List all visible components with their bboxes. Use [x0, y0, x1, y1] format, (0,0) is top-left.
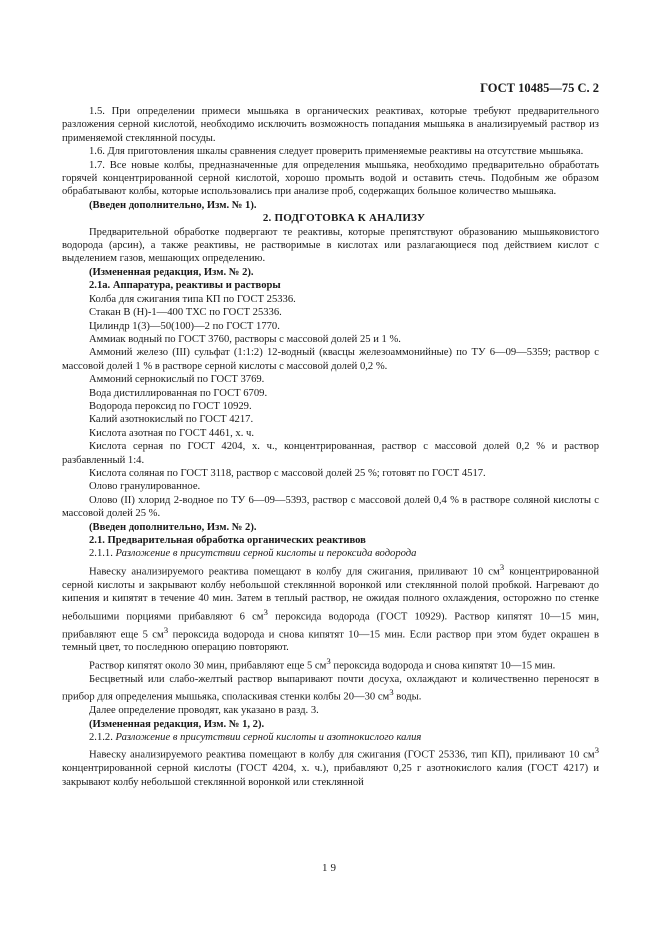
- text-run: пероксида водорода (ГОСТ 10929). Раствор кипятят 10—15 мин, прибавляют еще 5 см: [62, 611, 599, 641]
- list-item: Кислота соляная по ГОСТ 3118, раствор с массовой долей 25 %; готовят по ГОСТ 4517.: [89, 467, 486, 479]
- text-run: концентрированной серной кислоты (ГОСТ 4204, х. ч.), прибавляют 0,25 г азотнокислого калия (ГОСТ 4217) и закрывают колбу небольшой стеклянной воронкой или стеклянной: [62, 763, 599, 788]
- amendment-note: (Введен дополнительно, Изм. № 1).: [89, 199, 257, 211]
- superscript: 3: [499, 561, 505, 572]
- paragraph-1-6: 1.6. Для приготовления шкалы сравнения следует проверить применяемые реактивы на отсутствие мышьяка.: [89, 146, 584, 158]
- text-run: Навеску анализируемого реактива помещают в колбу для сжигания (ГОСТ 25336, тип КП), приливают 10 см: [89, 749, 595, 761]
- page-number: 19: [322, 862, 339, 874]
- amendment-note: (Измененная редакция, Изм. № 1, 2).: [89, 718, 265, 730]
- clause-number: 2.1.1.: [89, 548, 113, 560]
- section-intro: Предварительной обработке подвергают те реактивы, которые препятствуют образованию мышьяковистого водорода (арсин), а также реактивы, не растворимые в кислотах или разлагающиеся под действием кислот с выделением газов, мешающих определению.: [62, 226, 599, 265]
- list-item: Кислота азотная по ГОСТ 4461, х. ч.: [89, 427, 254, 439]
- list-item: Вода дистиллированная по ГОСТ 6709.: [89, 387, 268, 399]
- text-run: Раствор кипятят около 30 мин, прибавляют еще 5 см: [89, 660, 327, 672]
- text-run: концентрированной серной кислоты и закрывают колбу небольшой стеклянной воронкой или стеклянной полой пробкой. Нагревают до кипения и кипятят в течение 40 мин. Затем в теплый раствор, не ожидая полного охлаждения, осторожно по стенке небольшими порциями прибавляют 6 см: [62, 566, 600, 623]
- list-item: Кислота серная по ГОСТ 4204, х. ч., концентрированная, раствор с массовой долей 0,2 % и раствор разбавленный 1:4.: [62, 441, 599, 466]
- list-item: Аммиак водный по ГОСТ 3760, растворы с массовой долей 25 и 1 %.: [89, 333, 401, 345]
- paragraph-1-7: 1.7. Все новые колбы, предназначенные для определения мышьяка, необходимо предварительно обработать горячей концентрированной серной кислотой, хорошо промыть водой и оставить стечь. Подобным же образом обрабатывают колбы, которые использовались при анализе проб, содержащих большое количество мышьяка.: [62, 159, 599, 198]
- section-title: 2. ПОДГОТОВКА К АНАЛИЗУ: [262, 212, 426, 225]
- superscript: 3: [263, 606, 268, 617]
- subsection-heading-2-1-2: [62, 731, 599, 744]
- list-item: Олово гранулированное.: [89, 481, 201, 493]
- text-run: пероксида водорода и снова кипятят 10—15 мин.: [330, 660, 556, 672]
- clause-title: Разложение в присутствии серной кислоты и азотнокислого калия: [115, 731, 422, 743]
- paragraph-2-1-1-c: [62, 673, 599, 704]
- paragraph-2-1-1-a: [62, 561, 599, 655]
- list-item: Калий азотнокислый по ГОСТ 4217.: [89, 414, 254, 426]
- paragraph-2-1-1-b: [62, 655, 599, 673]
- clause-title: Разложение в присутствии серной кислоты и пероксида водорода: [115, 548, 417, 560]
- text-run: Навеску анализируемого реактива помещают в колбу для сжигания, приливают 10 см: [89, 566, 500, 578]
- subsection-heading-2-1a: 2.1а. Аппаратура, реактивы и растворы: [89, 280, 281, 292]
- subsection-heading-2-1: 2.1. Предварительная обработка органических реактивов: [89, 535, 366, 546]
- superscript: 3: [389, 687, 394, 698]
- superscript: 3: [594, 745, 599, 756]
- list-item: Аммоний железо (III) сульфат (1:1:2) 12-водный (квасцы железоаммонийные) по ТУ 6—09—5359; раствор с массовой долей 1 % в растворе серной кислоты с массовой долей 0,2 %.: [62, 347, 599, 372]
- superscript: 3: [326, 655, 331, 666]
- list-item: Стакан В (Н)-1—400 ТХС по ГОСТ 25336.: [89, 307, 282, 319]
- list-item: Колба для сжигания типа КП по ГОСТ 25336.: [89, 293, 296, 305]
- clause-number: 2.1.2.: [89, 731, 113, 743]
- text-run: Бесцветный или слабо-желтый раствор выпаривают почти досуха, охлаждают и количественно переносят в прибор для определения мышьяка, споласкивая стенки колбы 20—30 см: [62, 673, 599, 703]
- text-run: пероксида водорода и снова кипятят 10—15 мин. Если раствор при этом будет окрашен в темный цвет, то последнюю операцию повторяют.: [62, 629, 599, 654]
- document-body: [62, 105, 599, 789]
- list-item: Водорода пероксид по ГОСТ 10929.: [89, 400, 252, 412]
- amendment-note: (Введен дополнительно, Изм. № 2).: [89, 521, 257, 533]
- amendment-note: (Измененная редакция, Изм. № 2).: [89, 266, 254, 278]
- list-item: Аммоний сернокислый по ГОСТ 3769.: [89, 374, 265, 386]
- paragraph-2-1-2: [62, 744, 599, 789]
- paragraph-2-1-1-d: Далее определение проводят, как указано в разд. 3.: [89, 705, 319, 717]
- paragraph-1-5: 1.5. При определении примеси мышьяка в органических реактивах, которые требуют предварительного разложения серной кислотой, необходимо исключить возможность попадания мышьяка в анализируемый раствор из применяемой стеклянной посуды.: [62, 106, 599, 144]
- superscript: 3: [163, 624, 169, 635]
- document-header: ГОСТ 10485—75 С. 2: [480, 81, 599, 95]
- subsection-heading-2-1-1: [62, 547, 599, 560]
- list-item: Олово (II) хлорид 2-водное по ТУ 6—09—5393, раствор с массовой долей 0,4 % в растворе соляной кислоты с массовой долей 25 %.: [62, 494, 599, 520]
- text-run: воды.: [393, 691, 422, 703]
- list-item: Цилиндр 1(3)—50(100)—2 по ГОСТ 1770.: [89, 320, 280, 332]
